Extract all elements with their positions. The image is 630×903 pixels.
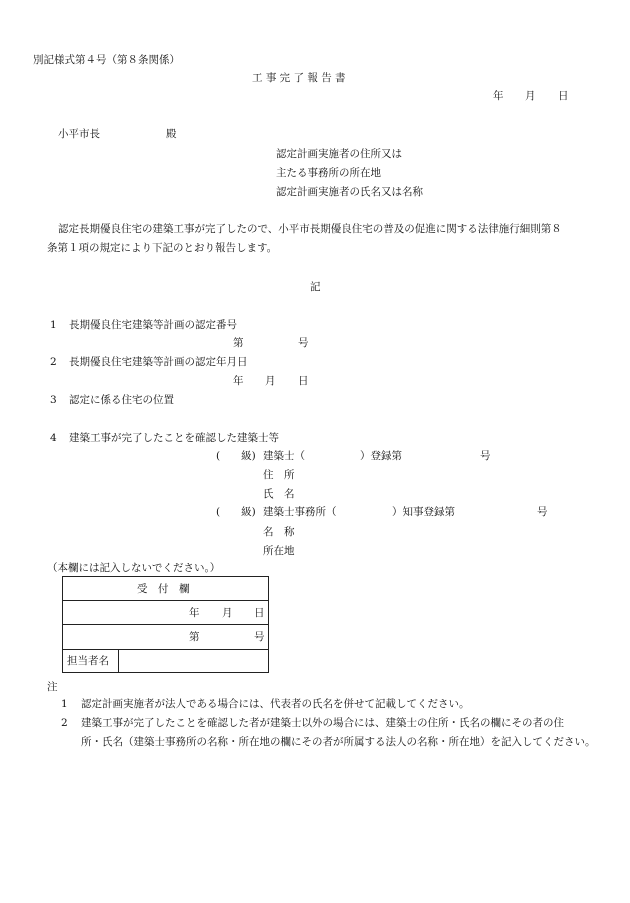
- item2-number: 2: [50, 356, 57, 368]
- item3-number: 3: [50, 394, 57, 406]
- item1-number: 1: [50, 319, 57, 331]
- office-go: 号: [537, 506, 548, 518]
- item1-go: 号: [298, 337, 309, 349]
- receipt-header: 受 付 欄: [137, 583, 190, 595]
- receipt-person-label: 担当者名: [67, 655, 109, 667]
- receipt-day: 日: [254, 607, 265, 619]
- item4-label: 建築工事が完了したことを確認した建築士等: [69, 432, 279, 444]
- receipt-month: 月: [222, 607, 233, 619]
- office-name: 名 称: [263, 526, 295, 538]
- honorific: 殿: [166, 128, 177, 140]
- office-location: 所在地: [263, 545, 295, 557]
- applicant-name-label: 認定計画実施者の氏名又は名称: [276, 186, 423, 198]
- architect-name: 氏 名: [263, 488, 295, 500]
- architect-registration: ）登録第: [360, 450, 402, 462]
- note1-text: 認定計画実施者が法人である場合には、代表者の氏名を併せて記載してください。: [81, 698, 470, 710]
- architect-label: 建築士（: [263, 450, 305, 462]
- ki-heading: 記: [310, 281, 321, 293]
- architect-address: 住 所: [263, 469, 295, 481]
- office-registration: ）知事登録第: [392, 506, 455, 518]
- item4-number: 4: [50, 432, 57, 444]
- receipt-person-row: [63, 650, 268, 672]
- addressee: 小平市長: [58, 128, 100, 140]
- receipt-date-row: [63, 601, 268, 625]
- form-id: 別記様式第４号（第８条関係）: [33, 54, 180, 66]
- note2-text-line-2: 所・氏名（建築士事務所の名称・所在地の欄にその者が所属する法人の名称・所在地）を記入してください。: [81, 736, 596, 748]
- no-fill-note: （本欄には記入しないでください。）: [47, 562, 221, 574]
- date-month: 月: [525, 90, 536, 102]
- date-day: 日: [558, 90, 569, 102]
- notes-heading: 注: [47, 681, 58, 693]
- receipt-dai: 第: [189, 631, 200, 643]
- architect-class: ( 級): [216, 450, 256, 462]
- office-class: ( 級): [216, 506, 256, 518]
- item1-dai: 第: [233, 337, 244, 349]
- body-text-line-2: 条第１項の規定により下記のとおり報告します。: [47, 242, 278, 254]
- item2-day: 日: [298, 375, 309, 387]
- receipt-header-row: [63, 577, 268, 601]
- receipt-divider: [118, 650, 119, 672]
- receipt-year: 年: [189, 607, 200, 619]
- receipt-number-row: [63, 625, 268, 650]
- note2-text-line-1: 建築工事が完了したことを確認した者が建築士以外の場合には、建築士の住所・氏名の欄にその者の住: [81, 717, 564, 729]
- architect-go: 号: [480, 450, 491, 462]
- body-text-line-1: 認定長期優良住宅の建築工事が完了したので、小平市長期優良住宅の普及の促進に関する法律施行細則第８: [58, 223, 562, 235]
- item2-year: 年: [233, 375, 244, 387]
- item2-label: 長期優良住宅建築等計画の認定年月日: [69, 356, 248, 368]
- receipt-table: [62, 576, 269, 673]
- applicant-address-label-1: 認定計画実施者の住所又は: [276, 148, 402, 160]
- item3-label: 認定に係る住宅の位置: [69, 394, 174, 406]
- item2-month: 月: [265, 375, 276, 387]
- office-label: 建築士事務所（: [263, 506, 337, 518]
- date-year: 年: [493, 90, 504, 102]
- item1-label: 長期優良住宅建築等計画の認定番号: [69, 319, 237, 331]
- receipt-go: 号: [254, 631, 265, 643]
- note1-number: 1: [61, 698, 68, 710]
- document-title: 工 事 完 了 報 告 書: [252, 72, 346, 84]
- applicant-address-label-2: 主たる事務所の所在地: [276, 167, 381, 179]
- note2-number: 2: [61, 717, 68, 729]
